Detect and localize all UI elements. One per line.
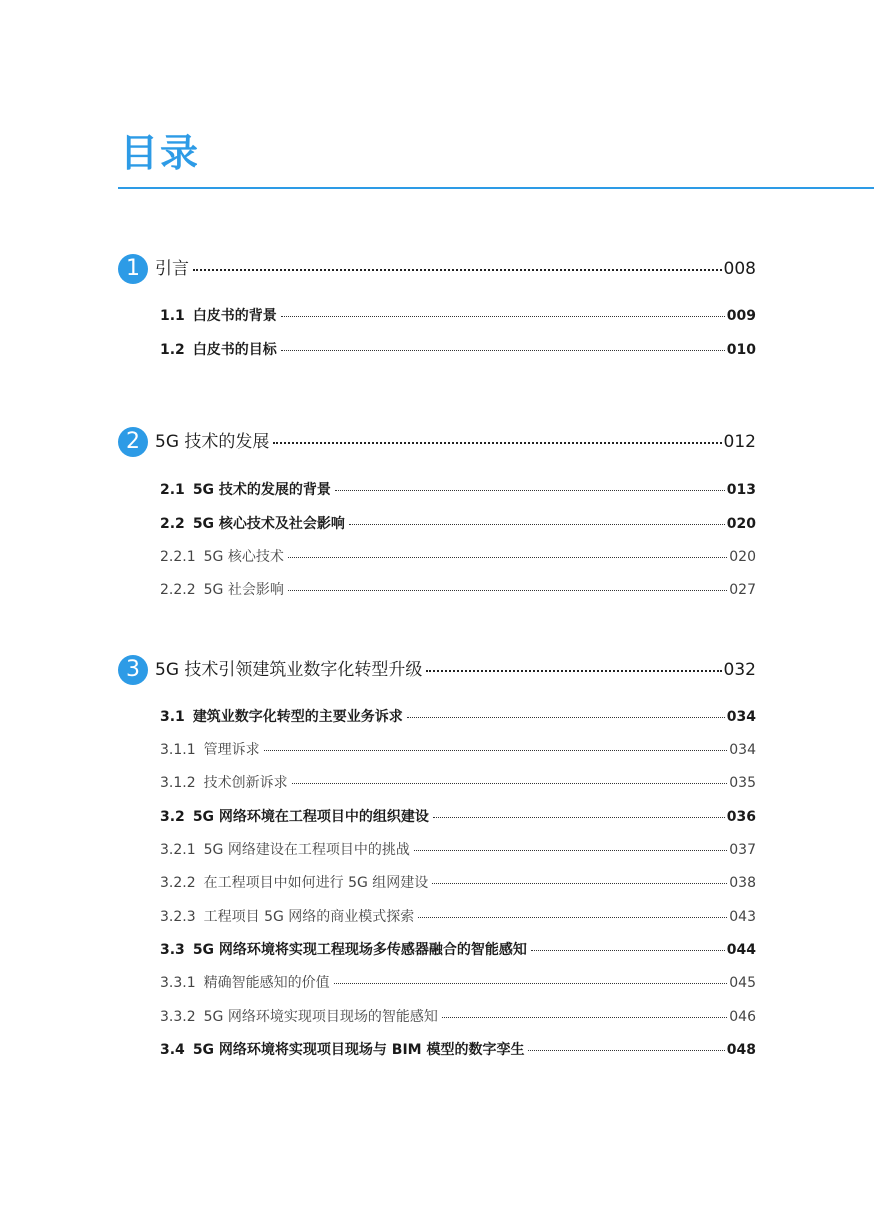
- toc-section-number: 3.2: [160, 809, 185, 825]
- toc-page-number: 008: [723, 259, 756, 279]
- dot-leader: [273, 442, 721, 444]
- toc-section-number: 1.1: [160, 308, 185, 324]
- toc-page-number: 010: [726, 342, 756, 358]
- toc-entry-label: 5G 技术的发展: [155, 432, 270, 452]
- dot-leader: [335, 490, 725, 491]
- dot-leader: [432, 883, 727, 884]
- toc-entry-label: 引言: [155, 259, 189, 279]
- toc-page-number: 034: [729, 742, 756, 758]
- toc-entry-label: 工程项目 5G 网络的商业模式探索: [203, 909, 415, 925]
- toc-entry-label: 白皮书的目标: [192, 342, 277, 358]
- toc-entry[interactable]: [160, 513, 756, 533]
- toc-entry-label: 建筑业数字化转型的主要业务诉求: [192, 709, 403, 725]
- toc-entry[interactable]: [160, 939, 756, 959]
- toc-entry-label: 5G 网络环境将实现项目现场与 BIM 模型的数字孪生: [192, 1042, 525, 1058]
- toc-entry[interactable]: [160, 706, 756, 726]
- toc-entry[interactable]: [160, 1006, 756, 1026]
- dot-leader: [407, 717, 725, 718]
- toc-entry[interactable]: [160, 305, 756, 325]
- title-divider: [118, 187, 874, 189]
- toc-page-number: 012: [723, 432, 756, 452]
- toc-entry[interactable]: [160, 339, 756, 359]
- dot-leader: [281, 350, 725, 351]
- dot-leader: [442, 1017, 727, 1018]
- toc-section-number: 1.2: [160, 342, 185, 358]
- dot-leader: [433, 817, 725, 818]
- dot-leader: [426, 670, 721, 672]
- dot-leader: [414, 850, 727, 851]
- dot-leader: [334, 983, 728, 984]
- toc-entry-label: 5G 核心技术: [203, 549, 284, 565]
- toc-section-number: 3.1: [160, 709, 185, 725]
- chapter-number-badge: 2: [118, 427, 148, 457]
- toc-page-number: 046: [729, 1009, 756, 1025]
- toc-entry[interactable]: [160, 972, 756, 992]
- toc-section-number: 3.2.1: [160, 842, 196, 858]
- toc-section-number: 3.2.3: [160, 909, 196, 925]
- toc-chapter-2[interactable]: [118, 427, 756, 457]
- toc-section-number: 2.1: [160, 482, 185, 498]
- toc-entry-label: 5G 社会影响: [203, 582, 284, 598]
- toc-entry-label: 白皮书的背景: [192, 308, 277, 324]
- dot-leader: [281, 316, 725, 317]
- toc-page-number: 027: [729, 582, 756, 598]
- toc-page-number: 009: [726, 308, 756, 324]
- toc-entry-label: 精确智能感知的价值: [203, 975, 330, 991]
- dot-leader: [264, 750, 728, 751]
- toc-section-number: 3.2.2: [160, 875, 196, 891]
- toc-entry[interactable]: [160, 906, 756, 926]
- toc-entry[interactable]: [160, 1039, 756, 1059]
- toc-chapter-1[interactable]: [118, 254, 756, 284]
- toc-page-number: 020: [729, 549, 756, 565]
- toc-entry[interactable]: [160, 839, 756, 859]
- toc-page-number: 048: [726, 1042, 756, 1058]
- dot-leader: [288, 557, 727, 558]
- dot-leader: [528, 1050, 724, 1051]
- toc-entry[interactable]: [160, 806, 756, 826]
- toc-page-number: 043: [729, 909, 756, 925]
- toc-entry-label: 管理诉求: [203, 742, 260, 758]
- toc-entry-label: 5G 技术引领建筑业数字化转型升级: [155, 660, 423, 680]
- page-title: 目录: [120, 131, 201, 175]
- dot-leader: [349, 524, 725, 525]
- toc-page-number: 037: [729, 842, 756, 858]
- toc-section-number: 3.1.1: [160, 742, 196, 758]
- toc-entry[interactable]: [160, 479, 756, 499]
- toc-page-number: 045: [729, 975, 756, 991]
- toc-entry[interactable]: [160, 546, 756, 566]
- toc-page-number: 034: [726, 709, 756, 725]
- toc-page-number: 035: [729, 775, 756, 791]
- toc-entry[interactable]: [160, 872, 756, 892]
- toc-section-number: 3.3.1: [160, 975, 196, 991]
- chapter-number-badge: 3: [118, 655, 148, 685]
- toc-section-number: 3.3.2: [160, 1009, 196, 1025]
- toc-entry-label: 5G 网络建设在工程项目中的挑战: [203, 842, 410, 858]
- toc-entry-label: 在工程项目中如何进行 5G 组网建设: [203, 875, 429, 891]
- toc-section-number: 3.3: [160, 942, 185, 958]
- toc-entry[interactable]: [160, 772, 756, 792]
- toc-entry-label: 5G 核心技术及社会影响: [192, 516, 345, 532]
- toc-page-number: 032: [723, 660, 756, 680]
- toc-entry-label: 5G 技术的发展的背景: [192, 482, 331, 498]
- toc-page-number: 013: [726, 482, 756, 498]
- toc-chapter-3[interactable]: [118, 655, 756, 685]
- dot-leader: [531, 950, 725, 951]
- toc-entry[interactable]: [160, 579, 756, 599]
- toc-section-number: 3.4: [160, 1042, 185, 1058]
- toc-section-number: 2.2.1: [160, 549, 196, 565]
- dot-leader: [193, 269, 722, 271]
- toc-entry-label: 5G 网络环境实现项目现场的智能感知: [203, 1009, 438, 1025]
- toc-entry-label: 5G 网络环境在工程项目中的组织建设: [192, 809, 429, 825]
- dot-leader: [288, 590, 727, 591]
- dot-leader: [292, 783, 728, 784]
- dot-leader: [418, 917, 727, 918]
- toc-entry[interactable]: [160, 739, 756, 759]
- toc-page-number: 044: [726, 942, 756, 958]
- chapter-number-badge: 1: [118, 254, 148, 284]
- toc-page-number: 038: [729, 875, 756, 891]
- toc-page-number: 020: [726, 516, 756, 532]
- toc-section-number: 3.1.2: [160, 775, 196, 791]
- toc-entry-label: 5G 网络环境将实现工程现场多传感器融合的智能感知: [192, 942, 527, 958]
- toc-section-number: 2.2: [160, 516, 185, 532]
- toc-entry-label: 技术创新诉求: [203, 775, 288, 791]
- toc-page-number: 036: [726, 809, 756, 825]
- toc-section-number: 2.2.2: [160, 582, 196, 598]
